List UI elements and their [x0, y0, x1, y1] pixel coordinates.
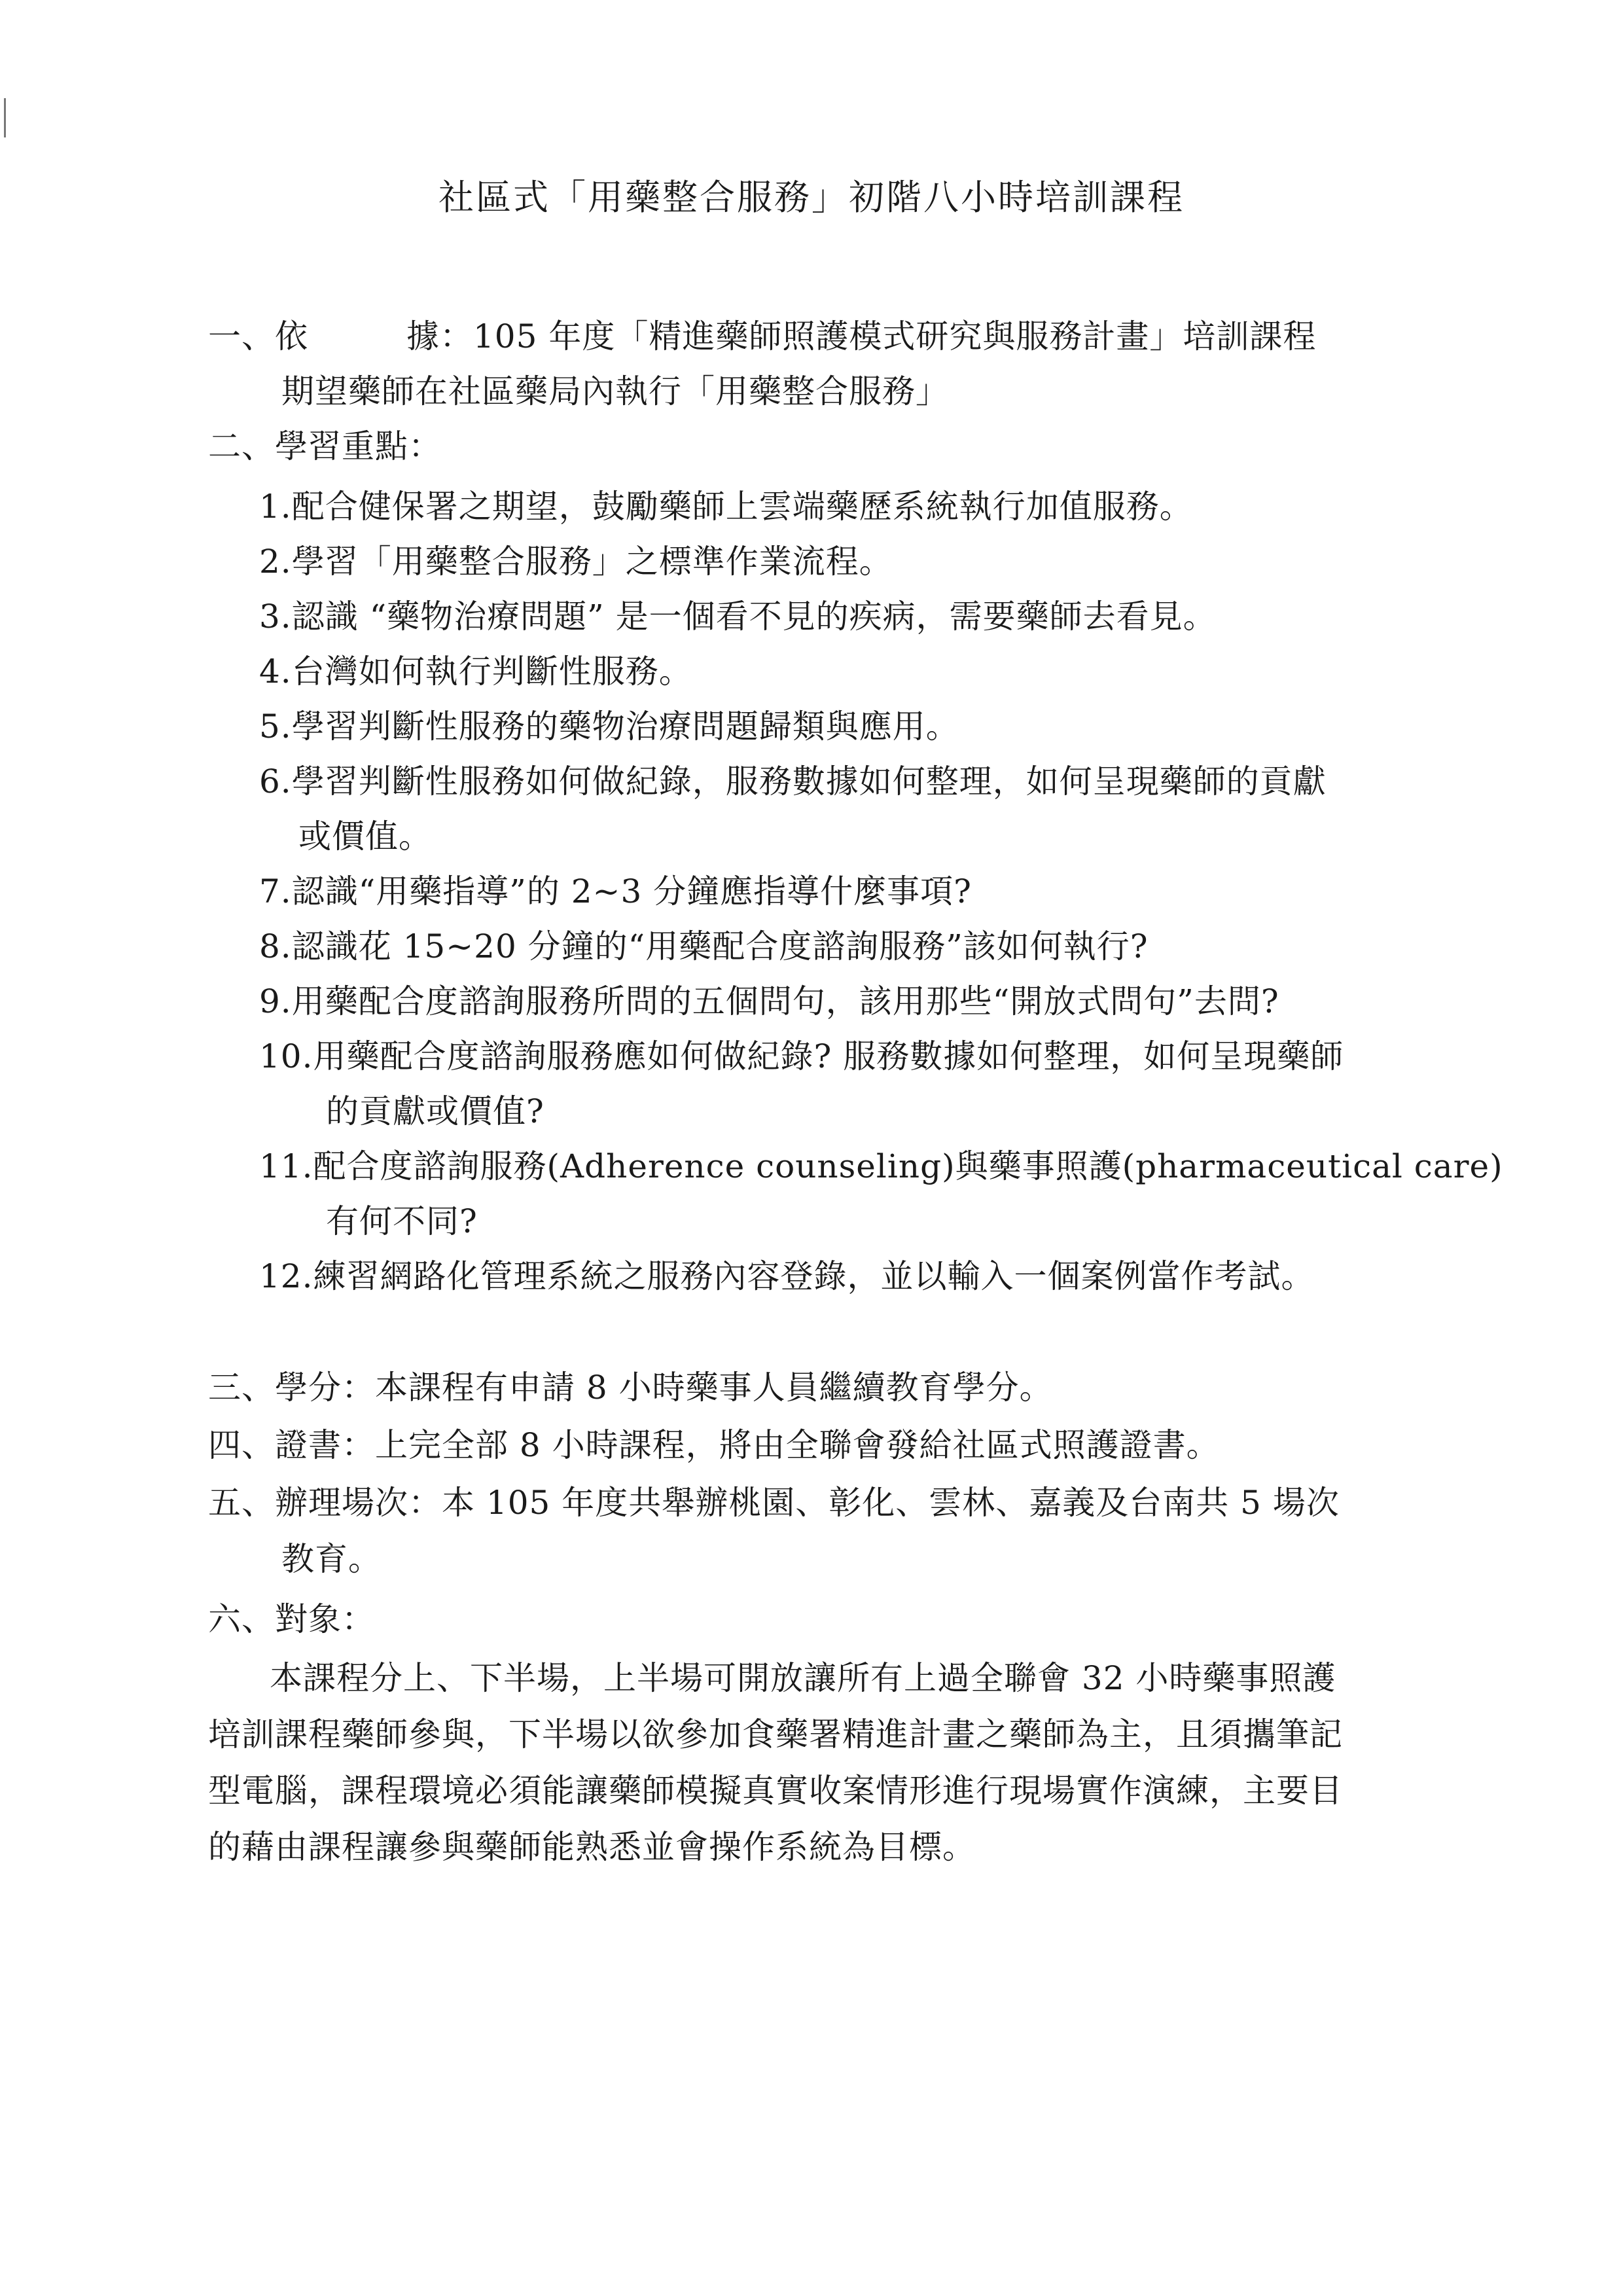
section4-certificate: 四、證書：上完全部 8 小時課程，將由全聯會發給社區式照護證書。	[208, 1426, 1220, 1464]
list-item-number: 1.	[259, 488, 292, 526]
section6-paragraph-line: 的藉由課程讓參與藥師能熟悉並會操作系統為目標。	[208, 1828, 976, 1866]
list-item-text: 學習判斷性服務的藥物治療問題歸類與應用。	[291, 708, 959, 745]
list-item-text: 學習判斷性服務如何做紀錄，服務數據如何整理，如何呈現藥師的貢獻	[291, 762, 1327, 800]
list-item-text: 認識 “藥物治療問題” 是一個看不見的疾病，需要藥師去看見。	[291, 598, 1217, 636]
section5-sessions: 五、辦理場次：本 105 年度共舉辦桃園、彰化、雲林、嘉義及台南共 5 場次	[208, 1484, 1340, 1522]
section3-credits: 三、學分：本課程有申請 8 小時藥事人員繼續教育學分。	[208, 1369, 1053, 1407]
list-item-number: 11.	[259, 1147, 313, 1185]
list-item-7	[259, 865, 972, 918]
list-item-text: 配合健保署之期望，鼓勵藥師上雲端藥歷系統執行加值服務。	[291, 488, 1193, 526]
section2-label: 二、學習重點：	[208, 427, 442, 465]
list-item-2	[259, 535, 893, 588]
list-item-3	[259, 590, 1217, 643]
list-item-text: 台灣如何執行判斷性服務。	[291, 653, 692, 691]
section6-paragraph-line: 培訓課程藥師參與，下半場以欲參加食藥署精進計畫之藥師為主，且須攜筆記	[208, 1715, 1343, 1753]
scan-artifact	[4, 98, 6, 137]
list-item-9	[259, 975, 1279, 1028]
list-item-text: 用藥配合度諮詢服務應如何做紀錄? 服務數據如何整理，如何呈現藥師	[313, 1037, 1344, 1075]
list-item-number: 6.	[259, 762, 292, 800]
section1-text: 105 年度「精進藥師照護模式研究與服務計畫」培訓課程	[473, 317, 1317, 355]
list-item-10	[259, 1030, 1344, 1083]
list-item-4	[259, 645, 692, 698]
section6-paragraph-line: 本課程分上、下半場，上半場可開放讓所有上過全聯會 32 小時藥事照護	[270, 1659, 1336, 1697]
document-title: 社區式「用藥整合服務」初階八小時培訓課程	[438, 177, 1185, 218]
list-item-number: 4.	[259, 653, 292, 691]
list-item-text: 練習網路化管理系統之服務內容登錄，並以輸入一個案例當作考試。	[313, 1257, 1315, 1295]
list-item-1	[259, 480, 1193, 533]
list-item-6	[259, 755, 1327, 808]
list-item-number: 12.	[259, 1257, 313, 1295]
list-item-number: 3.	[259, 598, 292, 636]
list-item-11	[259, 1140, 1503, 1193]
section6-label: 六、對象：	[208, 1600, 375, 1638]
list-item-8	[259, 920, 1149, 973]
list-item-10-cont: 的貢獻或價值?	[326, 1092, 544, 1130]
section6-paragraph-line: 型電腦，課程環境必須能讓藥師模擬真實收案情形進行現場實作演練，主要目	[208, 1772, 1343, 1810]
list-item-text: 配合度諮詢服務(Adherence counseling)與藥事照護(pharmaceutical care)	[313, 1147, 1503, 1185]
list-item-11-cont: 有何不同?	[326, 1202, 478, 1240]
list-item-number: 5.	[259, 708, 292, 745]
list-item-6-cont: 或價值。	[298, 817, 432, 855]
section5-cont: 教育。	[281, 1540, 382, 1578]
section1-cont: 期望藥師在社區藥局內執行「用藥整合服務」	[281, 372, 949, 410]
section1-label2: 據：	[406, 317, 473, 355]
list-item-number: 9.	[259, 982, 292, 1020]
list-item-number: 2.	[259, 543, 292, 581]
list-item-number: 10.	[259, 1037, 313, 1075]
list-item-text: 學習「用藥整合服務」之標準作業流程。	[291, 543, 893, 581]
list-item-text: 認識“用藥指導”的 2~3 分鐘應指導什麼事項?	[291, 872, 972, 910]
list-item-text: 用藥配合度諮詢服務所問的五個問句，該用那些“開放式問句”去問?	[291, 982, 1279, 1020]
list-item-5	[259, 700, 959, 753]
list-item-text: 認識花 15~20 分鐘的“用藥配合度諮詢服務”該如何執行?	[291, 927, 1149, 965]
section1-line	[208, 310, 1316, 363]
section1-label: 一、依	[208, 317, 308, 355]
list-item-number: 7.	[259, 872, 292, 910]
list-item-12	[259, 1250, 1315, 1302]
list-item-number: 8.	[259, 927, 292, 965]
